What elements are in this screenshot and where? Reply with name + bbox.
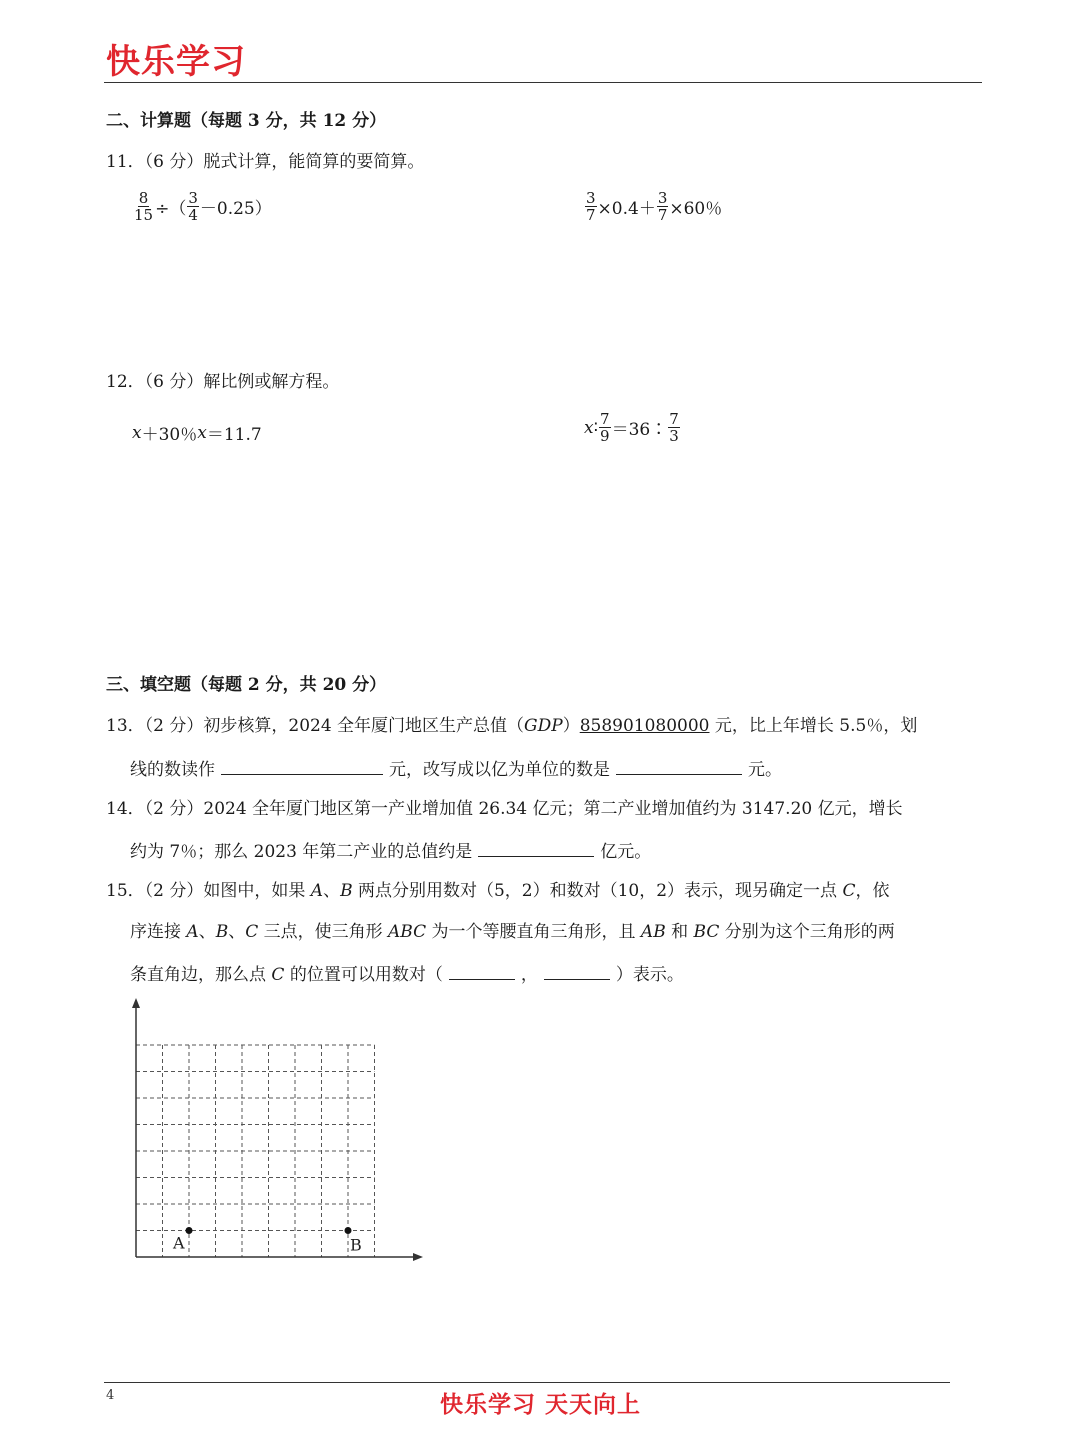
- question-prompt: 解比例或解方程。: [203, 372, 340, 392]
- underlined-number: 858901080000: [579, 716, 710, 736]
- x-axis-arrow-icon: [413, 1253, 423, 1261]
- question-15-line-3: 条直角边，那么点 C 的位置可以用数对（ ， ）表示。: [130, 961, 684, 987]
- fraction: $\frac{7}{3}$: [669, 410, 679, 445]
- answer-blank[interactable]: [221, 756, 383, 775]
- fraction: $\frac{3}{7}$: [586, 189, 596, 224]
- question-number: 12．: [106, 372, 145, 392]
- question-prompt: 脱式计算，能简算的要简算。: [203, 152, 425, 172]
- brand-logo: 快乐学习: [106, 42, 246, 82]
- question-points: （6 分）: [144, 152, 204, 172]
- footer-divider: [104, 1382, 950, 1383]
- y-axis-arrow-icon: [132, 998, 140, 1008]
- q12-expression-b: x ∶ $\frac{7}{9}$ ＝36∶ $\frac{7}{3}$: [584, 410, 679, 445]
- question-points: （6 分）: [144, 372, 204, 392]
- q11-expression-a: $\frac{8}{15}$ ÷（ $\frac{3}{4}$ －0.25）: [134, 189, 272, 224]
- question-12: [106, 370, 339, 394]
- answer-blank[interactable]: [544, 961, 610, 980]
- fraction: $\frac{7}{9}$: [600, 410, 610, 445]
- answer-blank[interactable]: [616, 756, 742, 775]
- question-14-line-1: 14．（2 分）2024 全年厦门地区第一产业增加值 26.34 亿元；第二产业增加值约为 3147.20 亿元，增长: [106, 799, 903, 819]
- page-number: 4: [106, 1388, 115, 1403]
- q12-expression-a: x ＋30％ x ＝11.7: [132, 422, 262, 445]
- question-15-line-2: 序连接 A、B、C 三点，使三角形 ABC 为一个等腰直角三角形，且 AB 和 BC 分别为这个三角形的两: [130, 922, 895, 942]
- fraction: $\frac{3}{7}$: [657, 189, 668, 224]
- fraction: $\frac{3}{4}$: [188, 189, 198, 224]
- section-2-title: 二、计算题（每题 3 分，共 12 分）: [106, 111, 387, 131]
- question-14-line-2: 约为 7％；那么 2023 年第二产业的总值约是 亿元。: [130, 838, 651, 864]
- question-11: [106, 150, 424, 174]
- question-15-line-1: 15．（2 分）如图中，如果 A、B 两点分别用数对（5，2）和数对（10，2）表示，现另确定一点 C，依: [106, 881, 890, 901]
- question-13-line-1: 13．（2 分）初步核算，2024 全年厦门地区生产总值（GDP）858901080000 元，比上年增长 5.5％，划: [106, 716, 918, 736]
- point-a-label: A: [173, 1233, 185, 1253]
- answer-blank[interactable]: [478, 838, 594, 857]
- q11-expression-b: $\frac{3}{7}$ ×0.4＋ $\frac{3}{7}$ ×60％: [586, 189, 723, 224]
- footer-slogan: 快乐学习 天天向上: [440, 1392, 642, 1418]
- answer-blank[interactable]: [449, 961, 515, 980]
- grid-lines: [136, 1045, 375, 1257]
- point-b: [345, 1227, 352, 1234]
- fraction: $\frac{8}{15}$: [134, 189, 154, 224]
- coordinate-grid-figure: [120, 995, 440, 1270]
- point-a: [186, 1227, 193, 1234]
- header-divider: [104, 82, 982, 83]
- point-b-label: B: [350, 1235, 362, 1255]
- section-3-title: 三、填空题（每题 2 分，共 20 分）: [106, 675, 387, 695]
- question-13-line-2: 线的数读作 元，改写成以亿为单位的数是 元。: [130, 756, 782, 782]
- question-number: 11．: [106, 152, 145, 172]
